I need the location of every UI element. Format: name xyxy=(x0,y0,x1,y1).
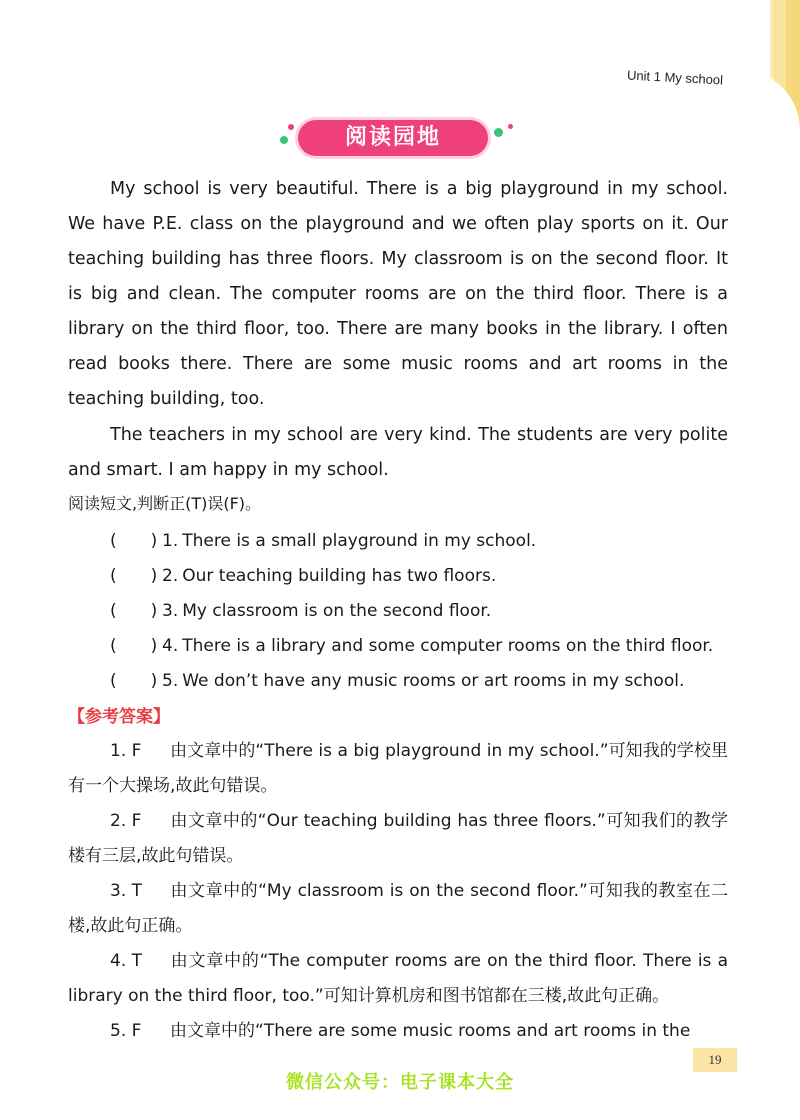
question-item: ( ) 2. Our teaching building has two floors. xyxy=(110,561,496,591)
answer-item: 2. F 由文章中的“Our teaching building has three floors.”可知我们的教学楼有三层,故此句错误。 xyxy=(68,811,728,866)
page-number: 19 xyxy=(693,1048,737,1072)
answer-blank: ( ) xyxy=(110,601,158,621)
question-item: ( ) 1. There is a small playground in my school. xyxy=(110,526,536,556)
answer-item: 5. F 由文章中的“There are some music rooms and art rooms in the xyxy=(110,1021,691,1041)
instruction: 阅读短文,判断正(T)误(F)。 xyxy=(68,494,262,513)
answer-item: 3. T 由文章中的“My classroom is on the second floor.”可知我的教室在二楼,故此句正确。 xyxy=(68,881,728,936)
decor-dot xyxy=(280,136,288,144)
unit-header: Unit 1 My school xyxy=(626,67,724,88)
answer-blank: ( ) xyxy=(110,671,158,691)
decor-dot xyxy=(508,124,513,129)
answer-item: 1. F 由文章中的“There is a big playground in my school.”可知我的学校里有一个大操场,故此句错误。 xyxy=(68,741,728,796)
answers-heading: 【参考答案】 xyxy=(68,707,170,727)
decor-dot xyxy=(494,128,503,137)
answer-blank: ( ) xyxy=(110,531,158,551)
question-item: ( ) 5. We don’t have any music rooms or art rooms in my school. xyxy=(110,666,684,696)
passage-paragraph-2: The teachers in my school are very kind. The students are very polite and smart. I am happy in my school. xyxy=(68,425,728,480)
answer-blank: ( ) xyxy=(110,566,158,586)
section-title: 阅读园地 xyxy=(344,125,441,150)
section-title-banner xyxy=(280,116,520,160)
watermark: 微信公众号：电子课本大全 xyxy=(286,1072,514,1093)
question-item: ( ) 4. There is a library and some computer rooms on the third floor. xyxy=(110,631,713,661)
answer-item: 4. T 由文章中的“The computer rooms are on the third floor. There is a library on the third floor, too.”可知计算机房和图书馆都在三楼,故此句正确。 xyxy=(68,951,728,1006)
decor-dot xyxy=(288,124,294,130)
passage-paragraph-1: My school is very beautiful. There is a big playground in my school. We have P.E. class on the playground and we often play sports on it. Our teaching building has three floors. My classroom is on the second floor. It is big and clean. The computer rooms are on the third floor. There is a library on the third floor, too. There are many books in the library. I often read books there. There are some music rooms and art rooms in the teaching building, too. xyxy=(68,179,728,409)
question-item: ( ) 3. My classroom is on the second floor. xyxy=(110,596,491,626)
page-curve xyxy=(740,70,800,1120)
answer-blank: ( ) xyxy=(110,636,158,656)
